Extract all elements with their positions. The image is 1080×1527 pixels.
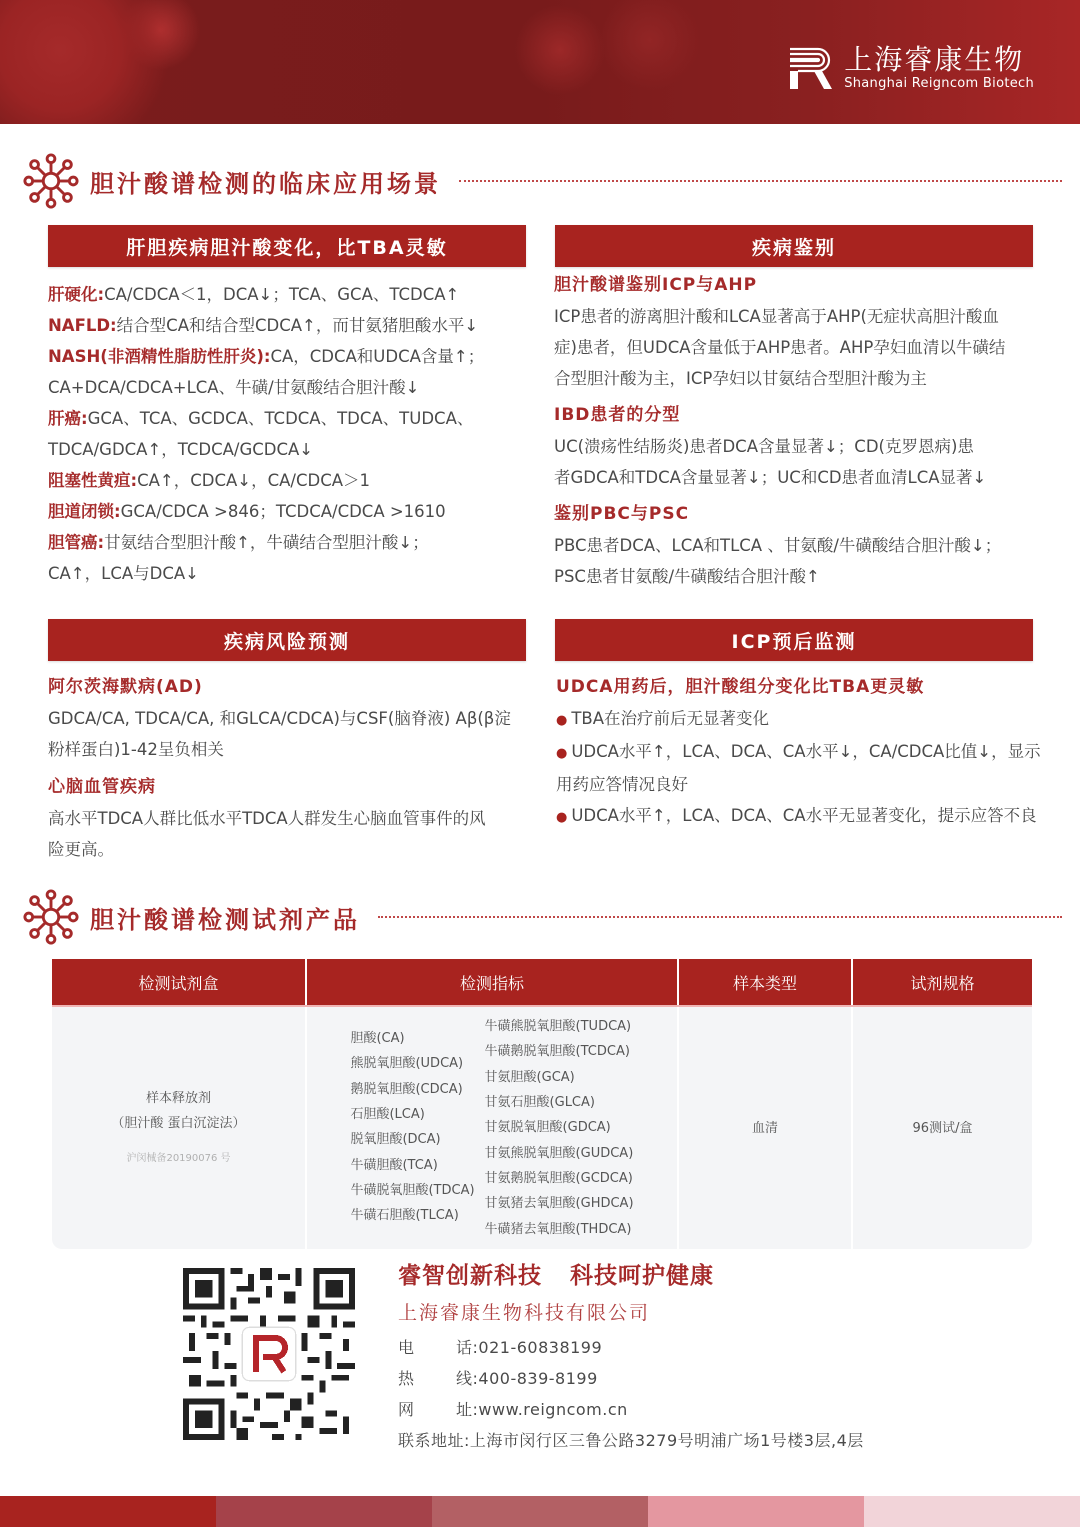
bullet-continuation: 用药应答情况良好	[556, 775, 688, 794]
section-title: 胆汁酸谱检测试剂产品	[90, 905, 360, 934]
subheading: 胆汁酸谱鉴别ICP与AHP	[554, 275, 758, 295]
list-item: 阻塞性黄疸:CA↑，CDCA↓，CA/CDCA＞1	[48, 471, 371, 490]
differential-content: 胆汁酸谱鉴别ICP与AHP ICP患者的游离胆汁酸和LCA显著高于AHP(无症状高胆汁酸血 症)患者，但UDCA含量低于AHP患者。AHP孕妇血清以牛磺结 合型胆汁酸为主，ICP孕妇以甘氨结合型胆汁酸为主 IBD患者的分型 UC(溃疡性结肠炎)患者DCA含量显著↓；CD(克罗恩病)患 者GDCA和TDCA含量显著↓；UC和CD患者血清LCA显著↓ 鉴别PBC与PSC PBC患者DCA、LCA和TLCA 、甘氨酸/牛磺酸结合胆汁酸↓； PSC患者甘氨酸/牛磺酸结合胆汁酸↑	[554, 270, 1054, 592]
subheading: 鉴别PBC与PSC	[554, 504, 690, 524]
bar-icp-prognosis: ICP预后监测	[555, 619, 1033, 661]
list-item: 肝硬化:CA/CDCA＜1，DCA↓；TCA、GCA、TCDCA↑	[48, 285, 460, 304]
bullet-item: ● UDCA水平↑，LCA、DCA、CA水平无显著变化，提示应答不良	[556, 800, 1056, 833]
th-sample-type: 样本类型	[679, 959, 853, 1005]
brand-name-en: Shanghai Reigncom Biotech	[844, 76, 1034, 91]
brand-name-cn: 上海睿康生物	[844, 43, 1025, 76]
td-kit	[52, 1007, 307, 1249]
th-analytes: 检测指标	[307, 959, 679, 1005]
qr-code-icon[interactable]	[183, 1268, 355, 1440]
td-analytes	[307, 1007, 679, 1249]
address: 上海市闵行区三鲁公路3279号明浦广场1号楼3层,4层	[469, 1431, 864, 1450]
stripe-segment	[216, 1496, 432, 1527]
analyte-list-2: 牛磺熊脱氧胆酸(TUDCA) 牛磺鹅脱氧胆酸(TCDCA) 甘氨胆酸(GCA) 甘氨石胆酸(GLCA) 甘氨脱氧胆酸(GDCA) 甘氨熊脱氧胆酸(GUDCA) 甘氨鹅脱氧胆酸(GCDCA) 甘氨猪去氧胆酸(GHDCA) 牛磺猪去氧胆酸(THDCA)	[484, 1019, 634, 1237]
list-item: 肝癌:GCA、TCA、GCDCA、TCDCA、TDCA、TUDCA、	[48, 409, 474, 428]
list-item: TDCA/GDCA↑，TCDCA/GCDCA↓	[48, 440, 314, 459]
stripe-segment	[864, 1496, 1080, 1527]
section-heading-clinical	[22, 152, 1062, 210]
list-item: 胆道闭锁:GCA/CDCA >846；TCDCA/CDCA >1610	[48, 502, 446, 521]
address-line: 联系地址:上海市闵行区三鲁公路3279号明浦广场1号楼3层,4层	[398, 1431, 864, 1450]
company-name: 上海睿康生物科技有限公司	[398, 1302, 651, 1324]
section-heading-products	[22, 888, 1062, 946]
subheading: UDCA用药后，胆汁酸组分变化比TBA更灵敏	[556, 677, 925, 697]
stripe-segment	[432, 1496, 648, 1527]
website-link[interactable]: www.reigncom.cn	[478, 1400, 628, 1419]
header-banner	[0, 0, 1080, 124]
color-stripe	[0, 1496, 1080, 1527]
brand-logo	[788, 44, 1034, 92]
stripe-segment	[0, 1496, 216, 1527]
hepatobiliary-content	[48, 279, 538, 589]
th-kit: 检测试剂盒	[52, 959, 307, 1005]
bullet-item: ● TBA在治疗前后无显著变化	[556, 703, 1056, 736]
td-sample-type: 血清	[679, 1007, 853, 1249]
phone-number[interactable]: 021-60838199	[478, 1338, 603, 1357]
list-item: NASH(非酒精性脂肪性肝炎):CA，CDCA和UDCA含量↑；	[48, 347, 485, 366]
slogan: 睿智创新科技 科技呵护健康	[398, 1263, 714, 1289]
kit-method: （胆汁酸 蛋白沉淀法）	[111, 1115, 246, 1131]
hotline-line: 热 线:400-839-8199	[398, 1369, 598, 1388]
table-header	[52, 959, 1032, 1005]
subheading: 阿尔茨海默病(AD)	[48, 677, 203, 697]
contact-info	[398, 1258, 864, 1456]
bar-hepatobiliary: 肝胆疾病胆汁酸变化，比TBA灵敏	[48, 225, 526, 267]
website-line: 网 址:www.reigncom.cn	[398, 1400, 628, 1419]
th-spec: 试剂规格	[853, 959, 1032, 1005]
stripe-segment	[648, 1496, 864, 1527]
hotline-number[interactable]: 400-839-8199	[478, 1369, 598, 1388]
list-item: CA↑，LCA与DCA↓	[48, 564, 199, 583]
icp-content	[556, 672, 1056, 833]
list-item: CA+DCA/CDCA+LCA、牛磺/甘氨酸结合胆汁酸↓	[48, 378, 420, 397]
subheading: 心脑血管疾病	[48, 777, 156, 797]
list-item: NAFLD:结合型CA和结合型CDCA↑，而甘氨猪胆酸水平↓	[48, 316, 479, 335]
table-row	[52, 1005, 1032, 1249]
bar-differential: 疾病鉴别	[555, 225, 1033, 267]
phone-line: 电 话:021-60838199	[398, 1338, 603, 1357]
dotted-divider	[459, 180, 1062, 182]
bullet-item: ● UDCA水平↑，LCA、DCA、CA水平↓，CA/CDCA比值↓，显示	[556, 736, 1056, 769]
kit-registration: 沪闵械备20190076 号	[126, 1152, 231, 1164]
dotted-divider	[378, 916, 1062, 918]
analyte-list-1: 胆酸(CA) 熊脱氧胆酸(UDCA) 鹅脱氧胆酸(CDCA) 石胆酸(LCA) 脱氧胆酸(DCA) 牛磺胆酸(TCA) 牛磺脱氧胆酸(TDCA) 牛磺石胆酸(TLCA)	[350, 1031, 475, 1224]
molecule-icon	[22, 152, 80, 210]
risk-content: 阿尔茨海默病(AD) GDCA/CA, TDCA/CA, 和GLCA/CDCA)与CSF(脑脊液) Aβ(β淀 粉样蛋白)1-42呈负相关 心脑血管疾病 高水平TDCA人群比低水平TDCA人群发生心脑血管事件的风 险更高。	[48, 672, 538, 865]
reigncom-r-logo-icon	[788, 45, 834, 91]
product-table	[52, 959, 1032, 1249]
subheading: IBD患者的分型	[554, 405, 681, 425]
td-spec: 96测试/盒	[912, 1120, 973, 1136]
section-title: 胆汁酸谱检测的临床应用场景	[90, 169, 441, 198]
list-item: 胆管癌:甘氨结合型胆汁酸↑，牛磺结合型胆汁酸↓；	[48, 533, 429, 552]
molecule-icon	[22, 888, 80, 946]
kit-name: 样本释放剂	[145, 1090, 211, 1106]
bar-risk-prediction: 疾病风险预测	[48, 619, 526, 661]
